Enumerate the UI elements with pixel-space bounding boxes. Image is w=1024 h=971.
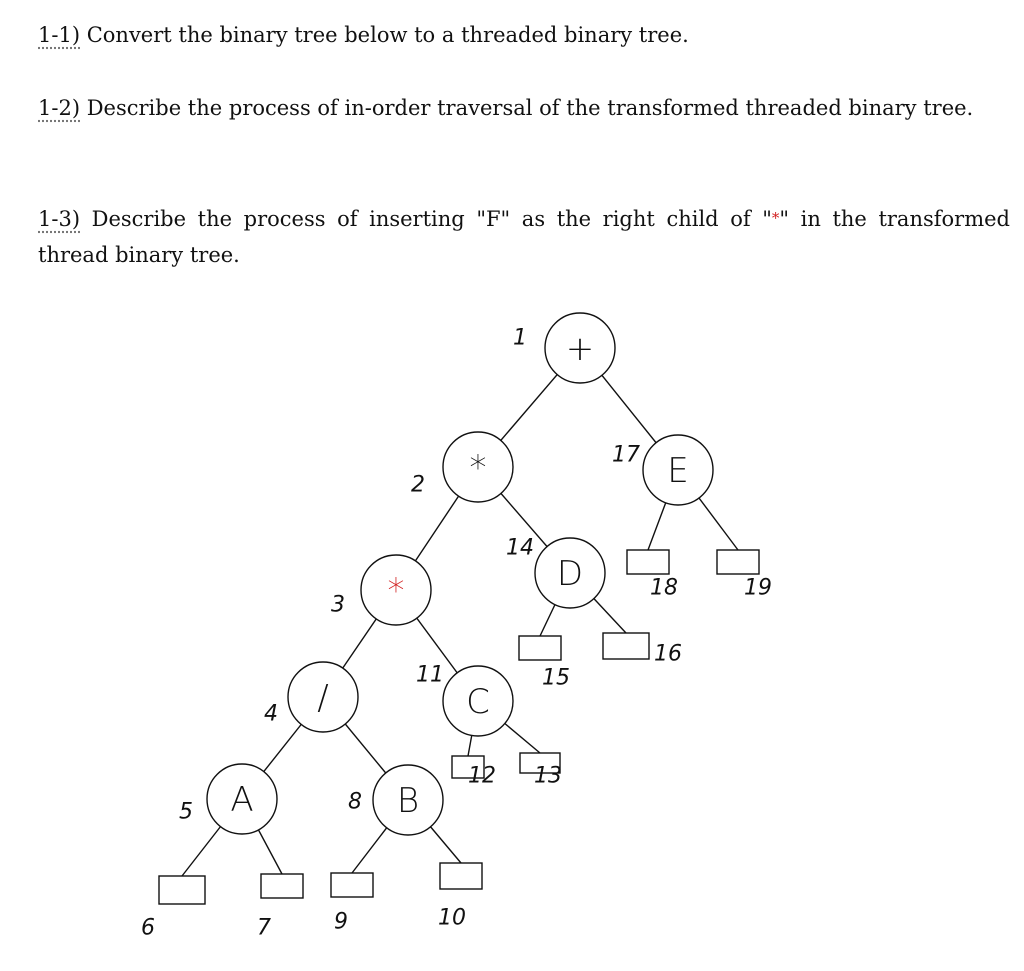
node-number: 5 [179, 799, 193, 825]
tree-node-2 [443, 432, 513, 502]
node-label: / [317, 678, 329, 718]
node-label: + [565, 329, 595, 369]
question-number: 1-3) [38, 207, 81, 231]
node-number: 17 [612, 442, 640, 468]
node-label: B [396, 781, 420, 821]
node-number: 3 [331, 592, 345, 618]
order-numbers [141, 326, 772, 941]
null-box-number: 19 [744, 575, 772, 601]
tree-node-4 [288, 662, 358, 732]
null-box-number: 7 [257, 915, 271, 941]
tree-node-8 [373, 765, 443, 835]
node-label: * [387, 571, 405, 611]
null-box-number: 16 [654, 641, 682, 667]
node-label: E [667, 451, 689, 491]
question-number: 1-1) [38, 23, 81, 47]
null-box-number: 13 [534, 763, 562, 789]
question-text: Describe the process of in-order traversal of the transformed threaded binary tree. [86, 96, 974, 120]
null-child-box [261, 874, 303, 898]
question-text: Convert the binary tree below to a threaded binary tree. [86, 23, 689, 47]
null-box-number: 12 [468, 763, 496, 789]
node-number: 14 [506, 535, 534, 561]
null-child-box [331, 873, 373, 897]
null-box-number: 6 [141, 915, 155, 941]
null-child-box [159, 876, 205, 904]
tree-node-14 [535, 538, 605, 608]
null-box-number: 18 [650, 575, 678, 601]
node-number: 4 [264, 701, 278, 727]
node-label: D [556, 554, 584, 594]
tree-node-17 [643, 435, 713, 505]
null-child-box [440, 863, 482, 889]
null-child-box [717, 550, 759, 574]
node-number: 2 [411, 472, 425, 498]
tree-node-11 [443, 666, 513, 736]
red-asterisk: * [771, 209, 780, 227]
node-number: 1 [513, 325, 527, 351]
node-label: C [466, 682, 490, 722]
null-box-number: 9 [334, 909, 348, 935]
node-label: A [230, 780, 254, 820]
null-box-number: 15 [542, 665, 570, 691]
question-text: Describe the process of inserting "F" as the right child of " [91, 207, 772, 231]
question-text: " in the transformed thread binary tree. [38, 207, 1010, 267]
null-child-box [603, 633, 649, 659]
node-number: 8 [348, 789, 362, 815]
null-child-box [519, 636, 561, 660]
node-number: 11 [416, 662, 444, 688]
tree-node-1 [545, 313, 615, 383]
null-child-box [627, 550, 669, 574]
question-number: 1-2) [38, 96, 81, 120]
null-box-number: 10 [438, 905, 466, 931]
node-label: * [469, 448, 487, 488]
tree-node-3 [361, 555, 431, 625]
tree-node-5 [207, 764, 277, 834]
